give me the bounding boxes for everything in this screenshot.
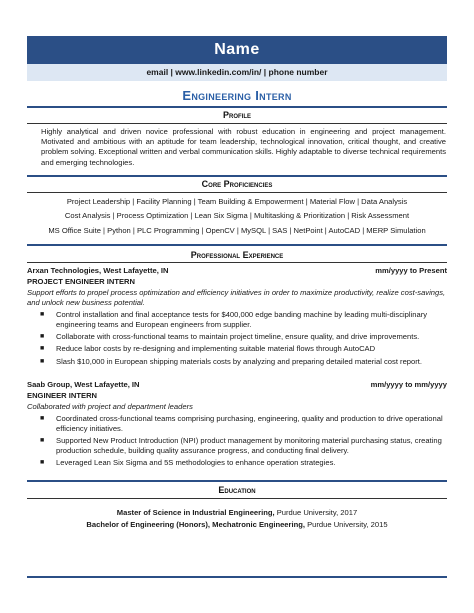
section-divider (27, 262, 447, 263)
section-divider (27, 106, 447, 108)
list-item: ■ Control installation and final acceptance tests for $400,000 edge banding machine by leading multi-disciplinary engineering teams and European engineers from supplier. (40, 310, 428, 329)
section-divider (27, 192, 447, 193)
job-role: ENGINEER INTERN (27, 391, 98, 400)
job-company: Arxan Technologies, West Lafayette, IN (27, 266, 169, 275)
skills-line: Cost Analysis | Process Optimization | Lean Six Sigma | Multitasking & Prioritization | Risk Assessment (64, 211, 410, 220)
experience-heading: Professional Experience (190, 250, 284, 260)
degree-line: Master of Science in Industrial Engineering, Purdue University, 2017 (116, 508, 358, 517)
section-divider (27, 480, 447, 482)
job-summary: Collaborated with project and department leaders (27, 402, 193, 411)
bullet-icon: ■ (40, 345, 45, 353)
education-heading: Education (218, 485, 256, 495)
job-dates: mm/yyyy to Present (375, 266, 447, 275)
job-bullets (36, 310, 446, 369)
list-item: ■ Reduce labor costs by re-designing and implementing suitable material flows through AutoCAD (40, 344, 376, 354)
bullet-icon: ■ (40, 459, 45, 467)
list-item: ■ Slash $10,000 in European shipping materials costs by analyzing and preparing detailed material cost report. (40, 356, 422, 366)
list-item: ■ Supported New Product Introduction (NPI) product management by monitoring material purchasing status, creating production schedule, building quality assurance progress, and conducting final delivery. (40, 436, 442, 456)
competencies-heading: Core Proficiencies (201, 179, 273, 189)
section-divider (27, 244, 447, 246)
list-item: ■ Coordinated cross-functional teams comprising purchasing, engineering, quality and production to drive operational efficiency initiatives. (40, 414, 443, 433)
section-divider (27, 175, 447, 177)
contact-line: email | www.linkedin.com/in/ | phone number (27, 64, 447, 81)
bullet-icon: ■ (40, 437, 45, 445)
job-title: Engineering Intern (182, 88, 292, 103)
profile-text: Highly analytical and driven novice professional with robust education in engineering and project management. Motivated and ambitious with an aptitude for team leadership, technological innovation, critical thought, and creative problem solving. Exceptional written and verbal communication skills. Highly adaptable to diverse technical requirements and emerging technologies. (41, 127, 446, 167)
degree-line: Bachelor of Engineering (Honors), Mechatronic Engineering, Purdue University, 2015 (86, 520, 388, 529)
section-divider (27, 498, 447, 499)
bullet-icon: ■ (40, 311, 45, 318)
list-item: ■ Collaborate with cross-functional teams to maintain project timeline, ensure quality, and drive improvements. (40, 332, 420, 342)
footer-rule (27, 576, 447, 578)
skills-line: MS Office Suite | Python | PLC Programming | OpenCV | MySQL | SAS | NetPoint | AutoCAD | MERP Simulation (48, 226, 426, 235)
job-summary: Support efforts to propel process optimization and efficiency initiatives in order to maximize productivity, realize cost-savings, and unlock new business potential. (27, 288, 446, 307)
list-item: ■ Leveraged Lean Six Sigma and 5S methodologies to enhance operation strategies. (40, 458, 336, 468)
job-dates: mm/yyyy to mm/yyyy (370, 380, 447, 389)
profile-heading: Profile (222, 110, 251, 120)
name-banner: Name (27, 36, 447, 64)
job-bullets (36, 414, 446, 471)
job-role: PROJECT ENGINEER INTERN (27, 277, 136, 286)
bullet-icon: ■ (40, 333, 45, 341)
bullet-icon: ■ (40, 357, 45, 365)
bullet-icon: ■ (40, 415, 45, 422)
skills-line: Project Leadership | Facility Planning | Team Building & Empowerment | Material Flow | Data Analysis (66, 197, 408, 206)
job-company: Saab Group, West Lafayette, IN (27, 380, 140, 389)
section-divider (27, 123, 447, 124)
